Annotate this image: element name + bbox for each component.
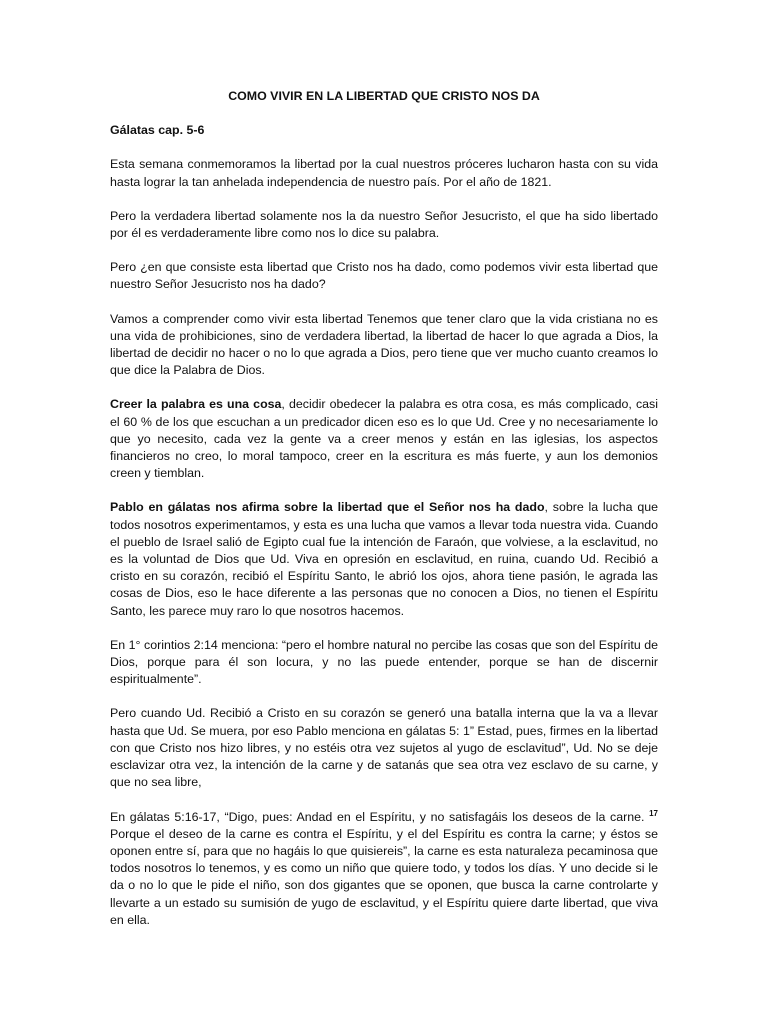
document-page: [110, 88, 658, 946]
verse-number: 17: [649, 808, 658, 818]
paragraph-7: En 1° corintios 2:14 menciona: “pero el hombre natural no percibe las cosas que son del Espíritu de Dios, porque para él son locura, y no las puede entender, porque se han de discernir espiritualmente”.: [110, 637, 658, 687]
paragraph-5-bold: Creer la palabra es una cosa: [110, 397, 282, 412]
paragraph-6-bold: Pablo en gálatas nos afirma sobre la libertad que el Señor nos ha dado: [110, 500, 545, 515]
paragraph-6-text: , sobre la lucha que todos nosotros experimentamos, y esta es una lucha que vamos a llevar toda nuestra vida. Cuando el pueblo de Israel salió de Egipto cual fue la intención de Faraón, que volviese, a la esclavitud, no es la voluntad de Dios que Ud. Viva en opresión en esclavitud, en ruina, cuando Ud. Recibió a cristo en su corazón, recibió el Espíritu Santo, le abrió los ojos, ahora tiene pasión, le agrada las cosas de Dios, eso le hace diferente a las personas que no conocen a Dios, no tienen el Espíritu Santo, les parece muy raro lo que nosotros hacemos.: [110, 500, 658, 618]
paragraph-6: [110, 499, 658, 619]
paragraph-9-text-a: En gálatas 5:16-17, “Digo, pues: Andad en el Espíritu, y no satisfagáis los deseos de la carne.: [110, 809, 650, 824]
paragraph-2: Pero la verdadera libertad solamente nos la da nuestro Señor Jesucristo, el que ha sido libertado por él es verdaderamente libre como nos lo dice su palabra.: [110, 208, 658, 241]
paragraph-3: Pero ¿en que consiste esta libertad que Cristo nos ha dado, como podemos vivir esta libertad que nuestro Señor Jesucristo nos ha dado?: [110, 260, 658, 292]
paragraph-9-text-b: Porque el deseo de la carne es contra el Espíritu, y el del Espíritu es contra la carne; y éstos se oponen entre sí, para que no hagáis lo que quisiereis”, la carne es esta naturaleza pecaminosa que todos nosotros lo tenemos, y es como un niño que quiere todo, y todos los días. Y uno decide si le da o no lo que le pide el niño, son dos gigantes que se oponen, que busca la carne controlarte y llevarte a un estado su sumisión de yugo de esclavitud, y el Espíritu quiere darte libertad, que viva en ella.: [110, 826, 658, 927]
paragraph-9: [110, 809, 658, 929]
scripture-reference: Gálatas cap. 5-6: [110, 123, 205, 138]
paragraph-1: Esta semana conmemoramos la libertad por la cual nuestros próceres lucharon hasta con su vida hasta lograr la tan anhelada independencia de nuestro país. Por el año de 1821.: [110, 157, 658, 189]
paragraph-5-text: , decidir obedecer la palabra es otra cosa, es más complicado, casi el 60 % de los que escuchan a un predicador dicen eso es lo que Ud. Cree y no necesariamente lo que yo necesito, cada vez la gente va a creer menos y están en las iglesias, los aspectos financieros no creo, lo moral tampoco, creer en la escritura es más fuerte, y aun los demonios creen y tiemblan.: [110, 397, 658, 481]
document-title: COMO VIVIR EN LA LIBERTAD QUE CRISTO NOS DA: [228, 89, 540, 103]
paragraph-5: [110, 396, 658, 482]
paragraph-4: Vamos a comprender como vivir esta libertad Tenemos que tener claro que la vida cristiana no es una vida de prohibiciones, sino de verdadera libertad, la libertad de hacer lo que agrada a Dios, la libertad de decidir no hacer o no lo que agrada a Dios, pero tiene que ver mucho cuanto creamos lo que dice la Palabra de Dios.: [110, 311, 658, 378]
paragraph-8: Pero cuando Ud. Recibió a Cristo en su corazón se generó una batalla interna que la va a llevar hasta que Ud. Se muera, por eso Pablo menciona en gálatas 5: 1” Estad, pues, firmes en la libertad con que Cristo nos hizo libres, y no estéis otra vez sujetos al yugo de esclavitud”, Ud. No se deje esclavizar otra vez, la intención de la carne y de satanás que sea otra vez esclavo de su carne, y que no sea libre,: [110, 706, 658, 790]
